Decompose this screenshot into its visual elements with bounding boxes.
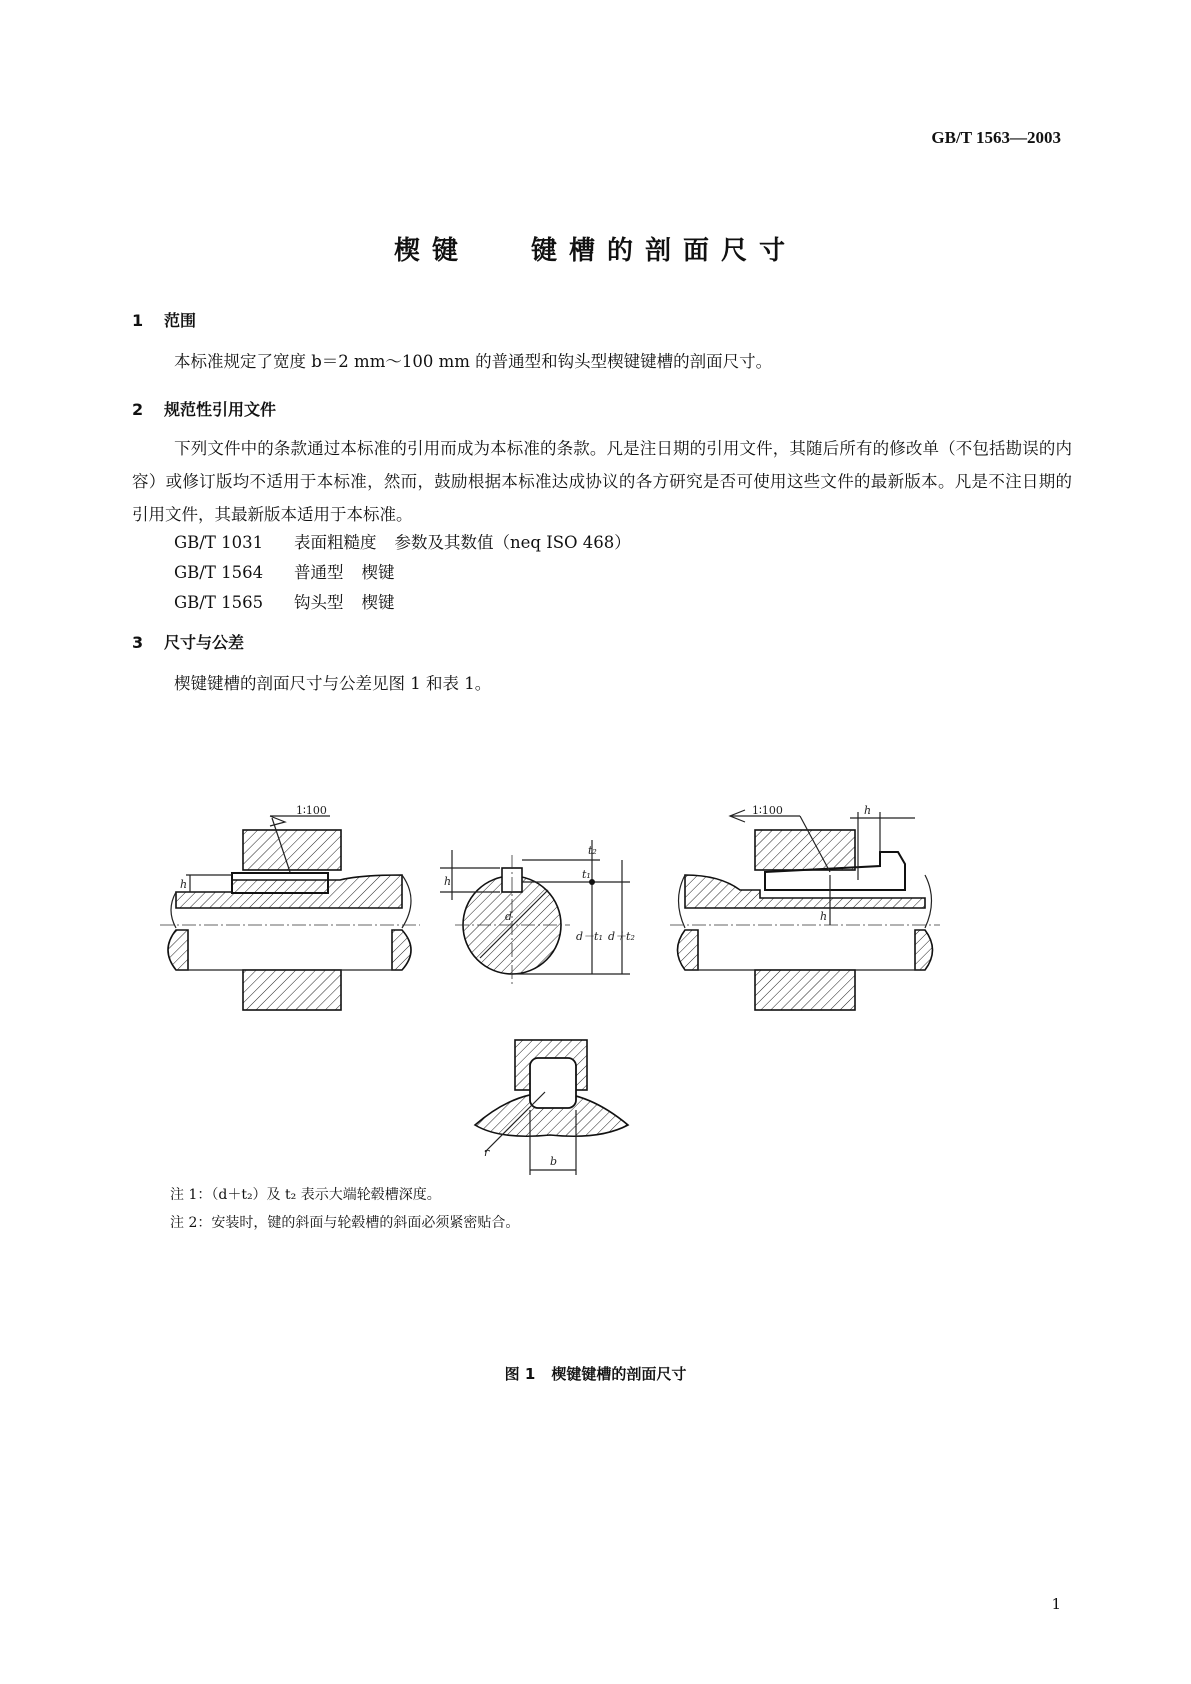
section-number: 3	[132, 633, 144, 652]
h-label-right-top: h	[864, 804, 872, 817]
shaft-section-right	[685, 875, 925, 908]
hub-section-bottom	[243, 970, 341, 1010]
figure-caption-text: 楔键键槽的剖面尺寸	[551, 1365, 687, 1383]
section-number: 1	[132, 311, 144, 330]
d-label: d	[505, 910, 513, 923]
shaft-section-left	[176, 875, 402, 908]
hub-section-bottom	[755, 970, 855, 1010]
paragraph-dims: 楔键键槽的剖面尺寸与公差见图 1 和表 1。	[174, 674, 492, 693]
d-plus-t2-label: d＋t₂	[608, 930, 635, 943]
h-label-left: h	[180, 878, 188, 891]
taper-label-left: 1∶100	[296, 804, 327, 817]
hub-section-top	[243, 830, 341, 870]
section-title: 尺寸与公差	[164, 633, 245, 652]
note-2: 注 2：安装时，键的斜面与轮毂槽的斜面必须紧密贴合。	[170, 1215, 520, 1231]
t1-label: t₁	[582, 868, 591, 881]
page-number: 1	[1051, 1595, 1061, 1613]
shaft-break-left	[678, 930, 699, 970]
middle-view	[440, 840, 635, 985]
shaft-break-right	[392, 930, 411, 970]
reference-item: GB/T 1031 表面粗糙度 参数及其数值（neq ISO 468）	[174, 533, 631, 552]
note-1: 注 1：（d＋t₂）及 t₂ 表示大端轮毂槽深度。	[170, 1187, 441, 1203]
taper-label-right: 1∶100	[752, 804, 783, 817]
d-minus-t1-label: d－t₁	[576, 930, 603, 943]
t2-label: t₂	[588, 844, 597, 857]
h-label-middle: h	[444, 875, 452, 888]
reference-item: GB/T 1564 普通型 楔键	[174, 563, 395, 582]
figure-label: 图 1	[504, 1365, 536, 1383]
b-label: b	[550, 1155, 558, 1168]
paragraph-scope: 本标准规定了宽度 b＝2 mm～100 mm 的普通型和钩头型楔键键槽的剖面尺寸。	[174, 352, 773, 371]
standard-code: GB/T 1563—2003	[931, 128, 1061, 147]
hub-section-top	[755, 830, 855, 870]
section-heading-3	[132, 630, 244, 653]
reference-item: GB/T 1565 钩头型 楔键	[174, 593, 395, 612]
detail-view	[475, 1040, 628, 1175]
section-heading-2	[132, 397, 276, 420]
shaft-break-left	[168, 930, 188, 970]
paragraph-refs-intro: 下列文件中的条款通过本标准的引用而成为本标准的条款。凡是注日期的引用文件，其随后所有的修改单（不包括勘误的内容）或修订版均不适用于本标准，然而，鼓励根据本标准达成协议的各方研究是否可使用这些文件的最新版本。凡是不注日期的引用文件，其最新版本适用于本标准。	[132, 439, 1072, 524]
section-number: 2	[132, 400, 144, 419]
shaft-break-right	[915, 930, 933, 970]
left-view	[160, 804, 420, 1010]
figure-caption	[0, 1363, 1191, 1384]
page-title: 楔键 键槽的剖面尺寸	[393, 236, 798, 266]
right-view	[670, 804, 940, 1010]
section-heading-1	[132, 308, 196, 331]
section-title: 范围	[164, 311, 197, 330]
h-label-right: h	[820, 910, 828, 923]
r-label: r	[484, 1146, 490, 1159]
section-title: 规范性引用文件	[164, 400, 277, 419]
